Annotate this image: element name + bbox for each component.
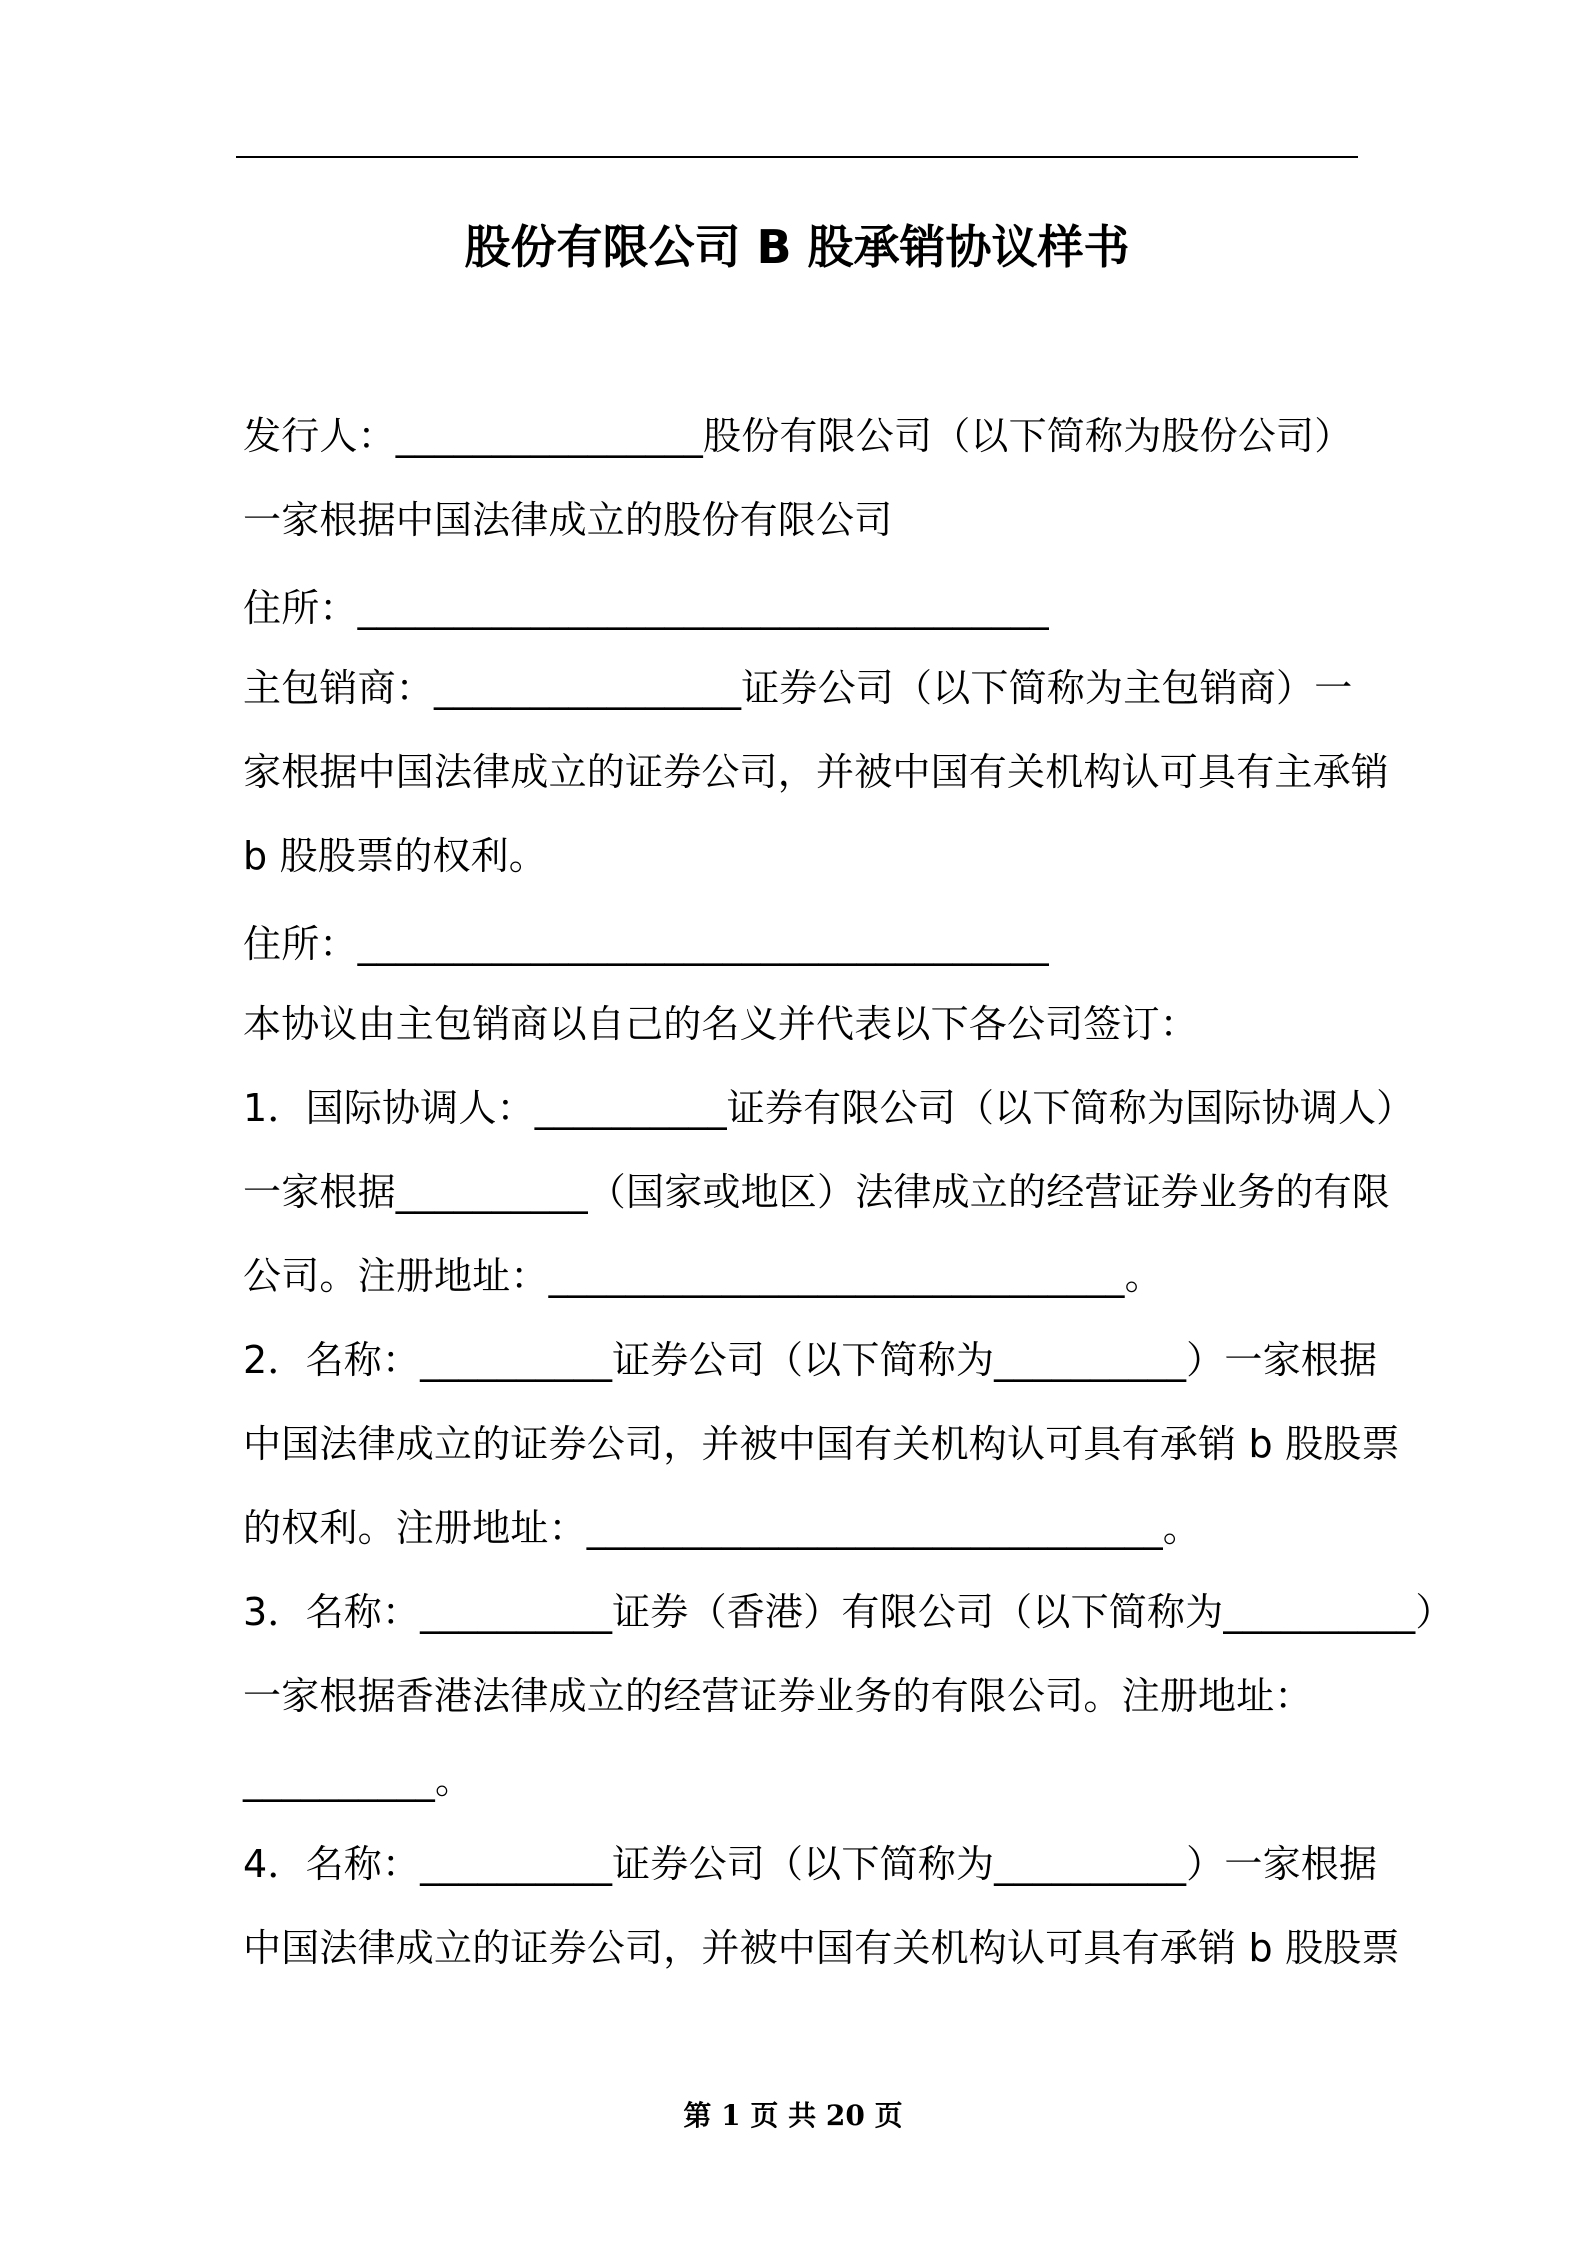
document-title: 股份有限公司 B 股承销协议样书 [464,220,1130,274]
header-rule [236,156,1358,158]
party-2-address-line: 的权利。注册地址：______________________________。 [243,1506,1202,1550]
party-4-line: 4．名称：__________证券公司（以下简称为__________）一家根据 [243,1842,1378,1886]
lead-underwriter-rights-line: b 股股票的权利。 [243,834,548,878]
issuer-address-line: 住所：____________________________________ [243,586,1049,630]
party-1-address-line: 公司。注册地址：______________________________。 [243,1254,1163,1298]
issuer-line: 发行人：________________股份有限公司（以下简称为股份公司） [243,414,1353,458]
party-3-line: 3．名称：__________证券（香港）有限公司（以下简称为__________） [243,1590,1454,1634]
party-4-description-line: 中国法律成立的证券公司，并被中国有关机构认可具有承销 b 股股票 [243,1926,1400,1970]
lead-underwriter-address-line: 住所：____________________________________ [243,922,1049,966]
party-3-description-line: 一家根据香港法律成立的经营证券业务的有限公司。注册地址： [243,1674,1313,1718]
party-3-address-line: __________。 [243,1758,474,1802]
party-1-line: 1．国际协调人：__________证券有限公司（以下简称为国际协调人） [243,1086,1415,1130]
lead-underwriter-description-line: 家根据中国法律成立的证券公司，并被中国有关机构认可具有主承销 [243,750,1390,794]
party-2-description-line: 中国法律成立的证券公司，并被中国有关机构认可具有承销 b 股股票 [243,1422,1400,1466]
agreement-intro-line: 本协议由主包销商以自己的名义并代表以下各公司签订： [243,1002,1199,1046]
party-1-description-line: 一家根据__________（国家或地区）法律成立的经营证券业务的有限 [243,1170,1391,1214]
lead-underwriter-line: 主包销商：________________证券公司（以下简称为主包销商）一 [243,666,1353,710]
party-2-line: 2．名称：__________证券公司（以下简称为__________）一家根据 [243,1338,1378,1382]
issuer-description-line: 一家根据中国法律成立的股份有限公司 [243,498,893,542]
page-number: 第 1 页 共 20 页 [683,2099,903,2132]
